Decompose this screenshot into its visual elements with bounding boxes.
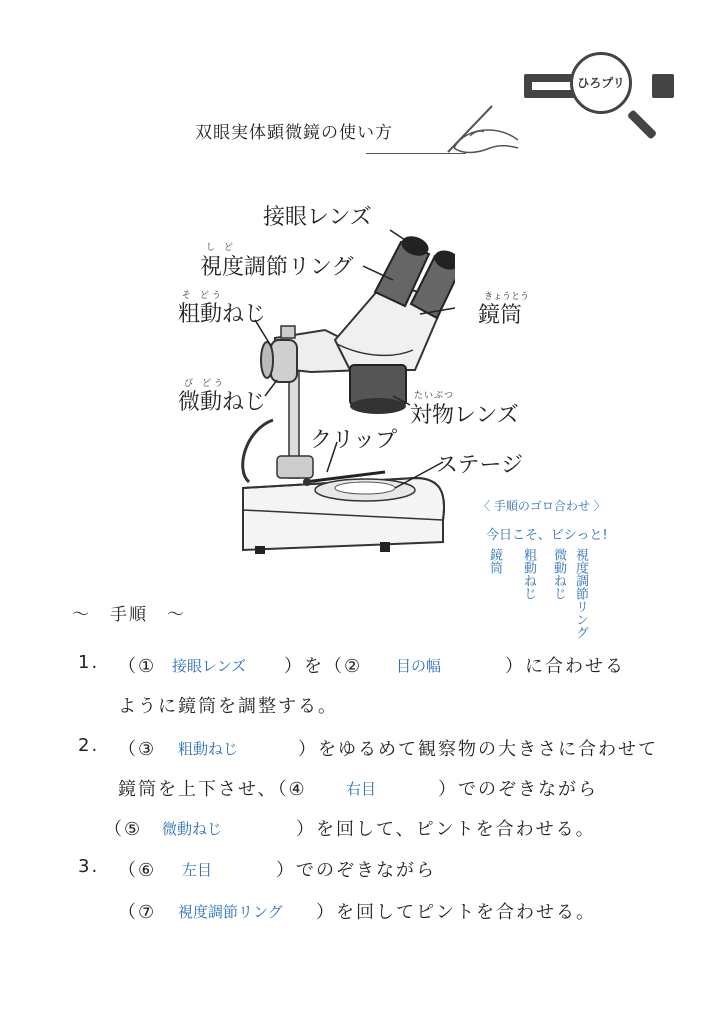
logo-handle — [627, 109, 657, 139]
label-tube: 鏡筒 — [478, 303, 523, 328]
ruby-coarse: そ どう — [182, 291, 224, 301]
step3-text-a: （⑥ — [118, 860, 157, 881]
mnemonic-col-diopter: 視度調節リング — [573, 548, 588, 639]
page-title: 双眼実体顕微鏡の使い方 — [195, 123, 393, 143]
label-coarse-focus: 粗動ねじ — [178, 302, 267, 327]
label-fine-focus: 微動ねじ — [178, 390, 267, 415]
writing-hand-icon — [440, 96, 520, 160]
label-clip: クリップ — [310, 428, 398, 453]
ruby-tube: きょうとう — [484, 292, 530, 302]
step1-text-d: ように鏡筒を調整する。 — [118, 696, 338, 717]
step2-text-f: ）を回して、ピントを合わせる。 — [296, 819, 596, 840]
mnemonic-col-tube: 鏡筒 — [487, 548, 502, 574]
step2-answer3: 粗動ねじ — [178, 740, 239, 758]
mnemonic-col-coarse: 粗動ねじ — [521, 548, 536, 600]
step3-text-c: （⑦ — [118, 902, 157, 923]
label-objective-lens: 対物レンズ — [410, 403, 519, 428]
step2-answer4: 右目 — [346, 780, 377, 798]
step2-answer5: 微動ねじ — [162, 820, 223, 838]
step3-text-b: ）でのぞきながら — [276, 860, 436, 881]
step1-text-a: （① — [118, 656, 157, 677]
step1-answer2: 目の幅 — [396, 657, 442, 675]
procedure-heading: 〜 手順 〜 — [72, 605, 186, 625]
mnemonic-title: 〈 手順のゴロ合わせ 〉 — [478, 499, 606, 513]
ruby-diopter: し ど — [206, 243, 236, 253]
step3-number: 3. — [78, 856, 100, 877]
step1-answer1: 接眼レンズ — [172, 657, 247, 675]
step2-text-b: ）をゆるめて観察物の大きさに合わせて — [298, 739, 658, 760]
label-diopter-ring: 視度調節リング — [200, 255, 354, 280]
step3-answer7: 視度調節リング — [178, 903, 283, 921]
step3-text-d: ）を回してピントを合わせる。 — [316, 902, 596, 923]
step2-text-c: 鏡筒を上下させ、（④ — [118, 779, 307, 800]
step2-text-a: （③ — [118, 739, 157, 760]
ruby-fine: び どう — [184, 379, 226, 389]
label-stage: ステージ — [436, 453, 524, 478]
step1-text-b: ）を（② — [284, 656, 363, 677]
step2-text-e: （⑤ — [104, 819, 143, 840]
step1-number: 1. — [78, 652, 100, 673]
mnemonic-col-fine: 微動ねじ — [551, 548, 566, 600]
logo-text: ひろプリ — [577, 76, 625, 90]
step3-answer6: 左目 — [182, 861, 213, 879]
step2-number: 2. — [78, 735, 100, 756]
ruby-objective: たいぶつ — [414, 391, 455, 401]
step2-text-d: ）でのぞきながら — [438, 779, 598, 800]
label-eyepiece-lens: 接眼レンズ — [263, 205, 372, 230]
mnemonic-line: 今日こそ、ビシっと! — [486, 528, 608, 543]
logo-bar-right — [652, 74, 674, 98]
step1-text-c: ）に合わせる — [505, 656, 625, 677]
